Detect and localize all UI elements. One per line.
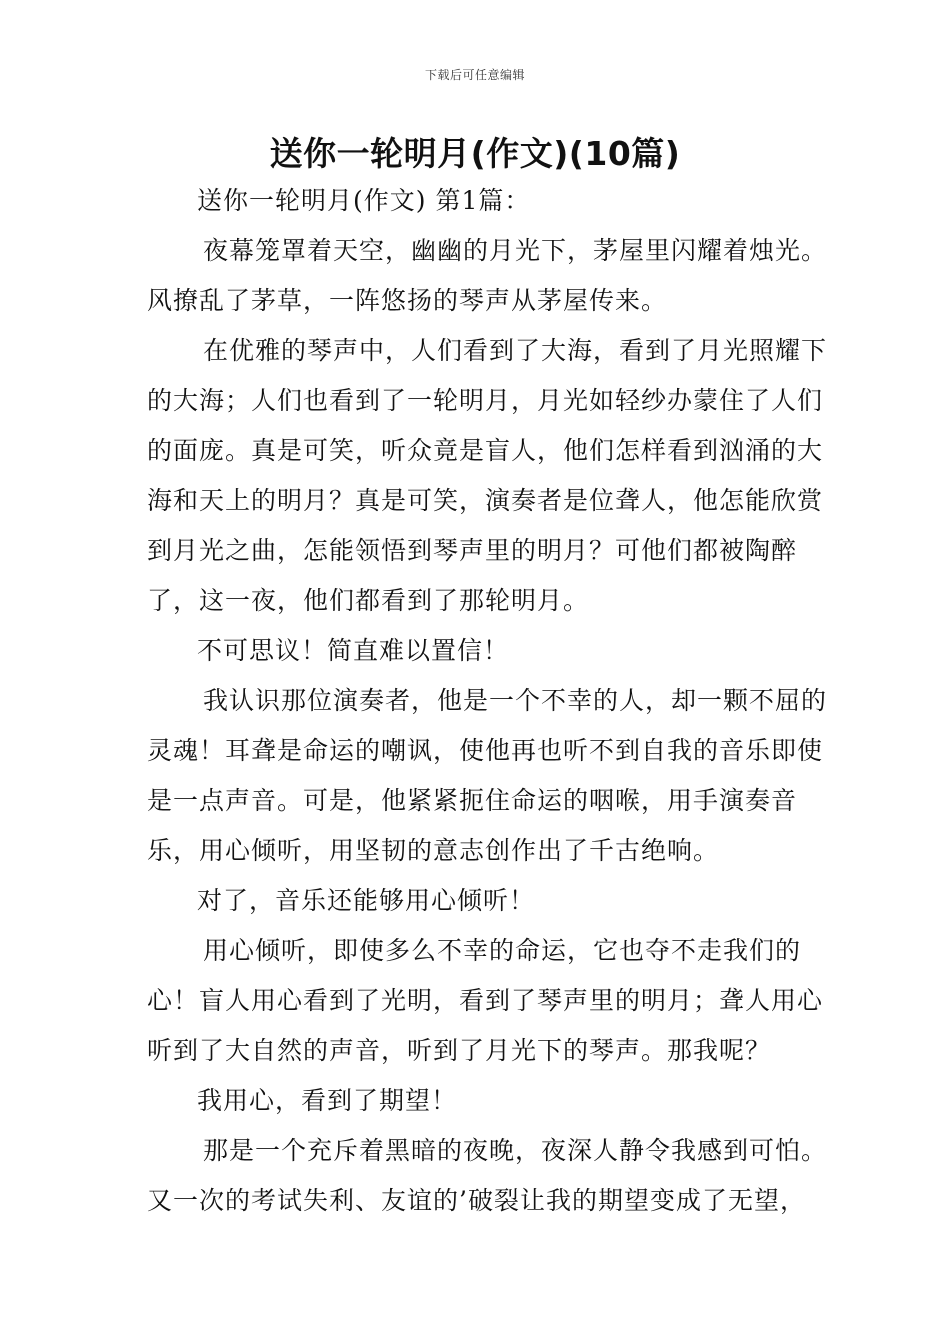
paragraph: 我认识那位演奏者，他是一个不幸的人，却一颗不屈的灵魂！耳聋是命运的嘲讽，使他再也听不到自我的音乐即使是一点声音。可是，他紧紧扼住命运的咽喉，用手演奏音乐，用心倾听，用坚韧的意志创作出了千古绝响。 — [147, 686, 828, 865]
section-heading: 送你一轮明月(作文) 第1篇： — [197, 186, 531, 215]
paragraph: 那是一个充斥着黑暗的夜晚，夜深人静令我感到可怕。又一次的考试失利、友谊的’破裂让我的期望变成了无望， — [147, 1136, 828, 1215]
paragraph: 不可思议！简直难以置信！ — [197, 636, 510, 665]
document-title: 送你一轮明月(作文)(10篇) — [269, 134, 681, 173]
paragraph: 在优雅的琴声中，人们看到了大海，看到了月光照耀下的大海；人们也看到了一轮明月，月光如轻纱办蒙住了人们的面庞。真是可笑，听众竟是盲人，他们怎样看到汹涌的大海和天上的明月？真是可笑，演奏者是位聋人，他怎能欣赏到月光之曲，怎能领悟到琴声里的明月？可他们都被陶醉了，这一夜，他们都看到了那轮明月。 — [147, 336, 828, 615]
paragraph: 对了，音乐还能够用心倾听！ — [197, 886, 536, 915]
paragraph: 用心倾听，即使多么不幸的命运，它也夺不走我们的心！盲人用心看到了光明，看到了琴声里的明月；聋人用心听到了大自然的声音，听到了月光下的琴声。那我呢？ — [147, 936, 824, 1065]
paragraph: 我用心，看到了期望！ — [197, 1086, 458, 1115]
document-body — [147, 176, 827, 1226]
paragraph: 夜幕笼罩着天空，幽幽的月光下，茅屋里闪耀着烛光。风撩乱了茅草，一阵悠扬的琴声从茅屋传来。 — [147, 236, 828, 315]
header-note: 下载后可任意编辑 — [424, 68, 525, 82]
